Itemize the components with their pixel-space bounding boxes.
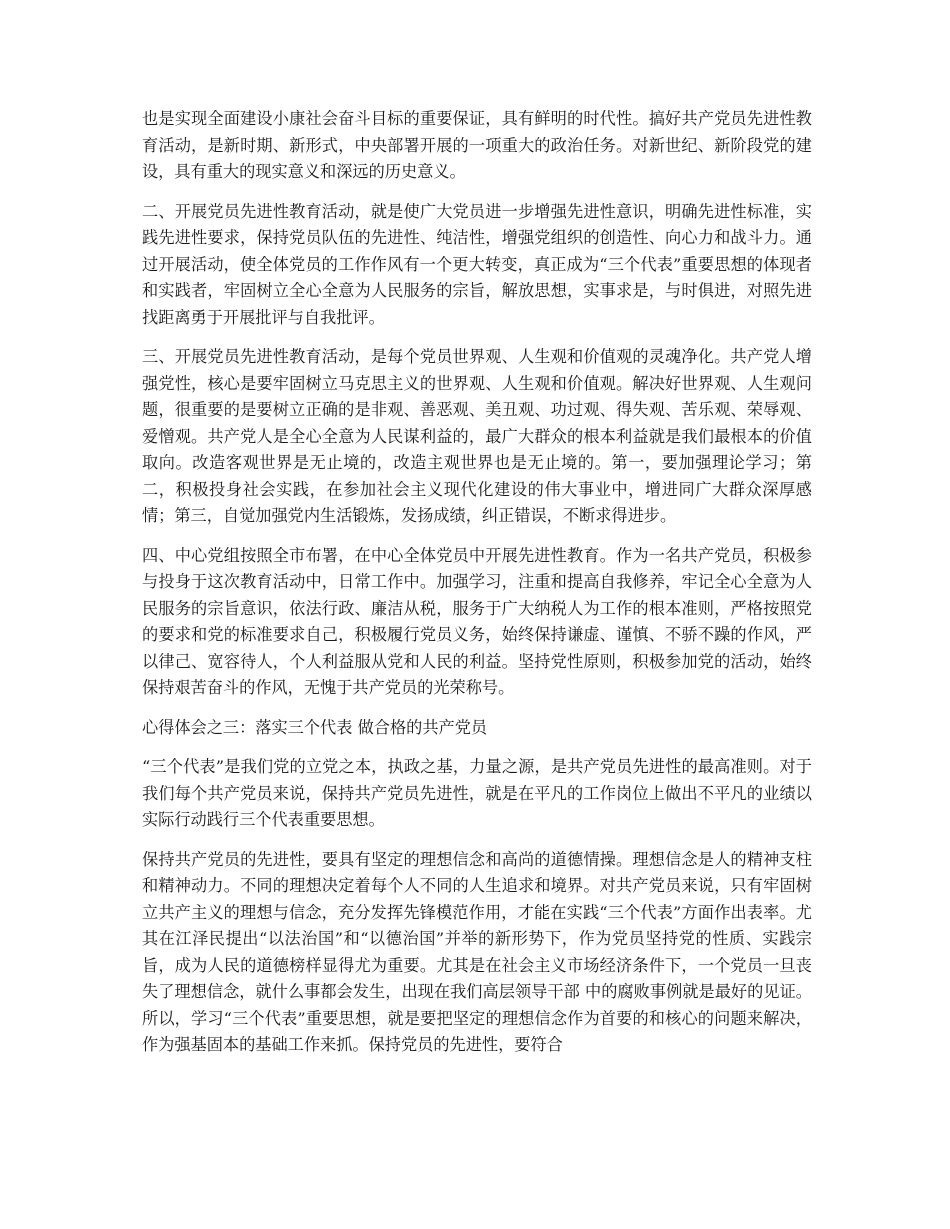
paragraph-4: 四、中心党组按照全市布署，在中心全体党员中开展先进性教育。作为一名共产党员，积极参与投身于这次教育活动中，日常工作中。加强学习，注重和提高自我修养，牢记全心全意为人民服务的宗旨意识，依法行政、廉洁从税，服务于广大纳税人为工作的根本准则，严格按照党的要求和党的标准要求自己，积极履行党员义务，始终保持谦虚、谨慎、不骄不躁的作风，严以律己、宽容待人，个人利益服从党和人民的利益。坚持党性原则，积极参加党的活动，始终保持艰苦奋斗的作风，无愧于共产党员的光荣称号。 [142,545,812,697]
paragraph-1: 也是实现全面建设小康社会奋斗目标的重要保证，具有鲜明的时代性。搞好共产党员先进性教育活动，是新时期、新形式，中央部署开展的一项重大的政治任务。对新世纪、新阶段党的建设，具有重大的现实意义和深远的历史意义。 [142,109,812,181]
paragraph-2: 二、开展党员先进性教育活动，就是使广大党员进一步增强先进性意识，明确先进性标准，实践先进性要求，保持党员队伍的先进性、纯洁性，增强党组织的创造性、向心力和战斗力。通过开展活动，使全体党员的工作作风有一个更大转变，真正成为“三个代表”重要思想的体现者和实践者，牢固树立全心全意为人民服务的宗旨，解放思想，实事求是，与时俱进，对照先进找距离勇于开展批评与自我批评。 [142,201,812,327]
paragraph-3: 三、开展党员先进性教育活动，是每个党员世界观、人生观和价值观的灵魂净化。共产党人增强党性，核心是要牢固树立马克思主义的世界观、人生观和价值观。解决好世界观、人生观问题，很重要的是要树立正确的是非观、善恶观、美丑观、功过观、得失观、苦乐观、荣辱观、爱憎观。共产党人是全心全意为人民谋利益的，最广大群众的根本利益就是我们最根本的价值取向。改造客观世界是无止境的，改造主观世界也是无止境的。第一，要加强理论学习；第二，积极投身社会实践，在参加社会主义现代化建设的伟大事业中，增进同广大群众深厚感情；第三，自觉加强党内生活锻炼，发扬成绩，纠正错误，不断求得进步。 [142,347,812,525]
section-heading: 心得体会之三：落实三个代表 做合格的共产党员 [142,717,488,737]
document-body [142,106,812,1072]
paragraph-6: 保持共产党员的先进性，要具有坚定的理想信念和高尚的道德情操。理想信念是人的精神支柱和精神动力。不同的理想决定着每个人不同的人生追求和境界。对共产党员来说，只有牢固树立共产主义的理想与信念，充分发挥先锋模范作用，才能在实践“三个代表”方面作出表率。尤其在江泽民提出“以法治国”和“以德治国”并举的新形势下，作为党员坚持党的性质、实践宗旨，成为人民的道德榜样显得尤为重要。尤其是在社会主义市场经济条件下，一个党员一旦丧失了理想信念，就什么事都会发生，出现在我们高层领导干部 中的腐败事例就是最好的见证。所以，学习“三个代表”重要思想，就是要把坚定的理想信念作为首要的和核心的问题来解决，作为强基固本的基础工作来抓。保持党员的先进性，要符合 [142,849,812,1054]
paragraph-5: “三个代表”是我们党的立党之本，执政之基，力量之源，是共产党员先进性的最高准则。对于我们每个共产党员来说，保持共产党员先进性，就是在平凡的工作岗位上做出不平凡的业绩以实际行动践行三个代表重要思想。 [142,757,812,829]
